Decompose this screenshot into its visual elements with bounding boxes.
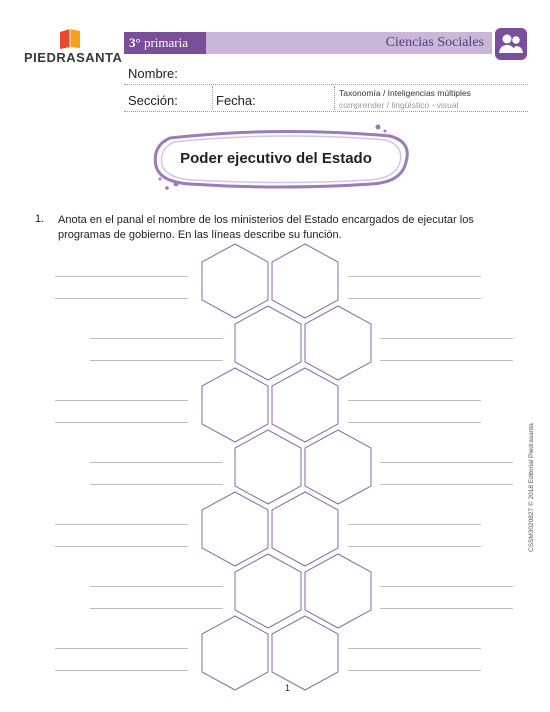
writing-line[interactable] (90, 484, 223, 485)
writing-line[interactable] (90, 462, 223, 463)
instruction-number: 1. (35, 213, 45, 225)
hexagon-cell[interactable] (272, 244, 338, 318)
writing-line[interactable] (380, 360, 513, 361)
writing-line[interactable] (348, 422, 481, 423)
hexagon-cell[interactable] (202, 244, 268, 318)
brand-logo-text: PIEDRASANTA (24, 50, 123, 65)
writing-line[interactable] (348, 298, 481, 299)
writing-line[interactable] (55, 546, 188, 547)
writing-line[interactable] (90, 608, 223, 609)
writing-line[interactable] (348, 670, 481, 671)
worksheet-title: Poder ejecutivo del Estado (180, 150, 372, 167)
hexagon-cell[interactable] (235, 430, 301, 504)
hexagon-cell[interactable] (202, 492, 268, 566)
taxonomy-detail: comprender / lingüístico - visual (339, 100, 459, 110)
writing-line[interactable] (348, 400, 481, 401)
writing-line[interactable] (380, 462, 513, 463)
writing-line[interactable] (348, 276, 481, 277)
writing-line[interactable] (348, 648, 481, 649)
writing-line[interactable] (380, 484, 513, 485)
writing-line[interactable] (55, 276, 188, 277)
instruction-text: Anota en el panal el nombre de los ministerios del Estado encargados de ejecutar los programas de gobierno. En las líneas describe su función. (58, 214, 474, 241)
writing-line[interactable] (90, 360, 223, 361)
hexagon-cell[interactable] (272, 616, 338, 690)
hexagon-cell[interactable] (272, 368, 338, 442)
hexagon-cell[interactable] (305, 306, 371, 380)
subject-title: Ciencias Sociales (206, 32, 492, 54)
hexagon-cell[interactable] (272, 492, 338, 566)
writing-line[interactable] (55, 648, 188, 649)
writing-line[interactable] (380, 338, 513, 339)
writing-line[interactable] (380, 586, 513, 587)
hexagon-cell[interactable] (305, 430, 371, 504)
writing-line[interactable] (55, 524, 188, 525)
writing-line[interactable] (90, 586, 223, 587)
hexagon-cell[interactable] (235, 554, 301, 628)
writing-line[interactable] (90, 338, 223, 339)
taxonomy-label: Taxonomía / Inteligencias múltiples (339, 88, 471, 98)
hexagon-cell[interactable] (235, 306, 301, 380)
hexagon-cell[interactable] (202, 616, 268, 690)
writing-line[interactable] (348, 546, 481, 547)
writing-line[interactable] (55, 298, 188, 299)
grade-number: 3° (129, 35, 141, 50)
grade-label: primaria (143, 35, 188, 50)
writing-line[interactable] (380, 608, 513, 609)
writing-line[interactable] (55, 400, 188, 401)
writing-line[interactable] (348, 524, 481, 525)
seccion-label: Sección: (128, 93, 178, 108)
writing-line[interactable] (55, 670, 188, 671)
writing-line[interactable] (55, 422, 188, 423)
fecha-label: Fecha: (216, 93, 256, 108)
copyright-text: CSSM3020827 © 2018 Editorial Piedrasanta (528, 423, 535, 552)
page-number: 1 (285, 683, 291, 693)
nombre-label: Nombre: (128, 66, 178, 81)
hexagon-cell[interactable] (305, 554, 371, 628)
hexagon-cell[interactable] (202, 368, 268, 442)
